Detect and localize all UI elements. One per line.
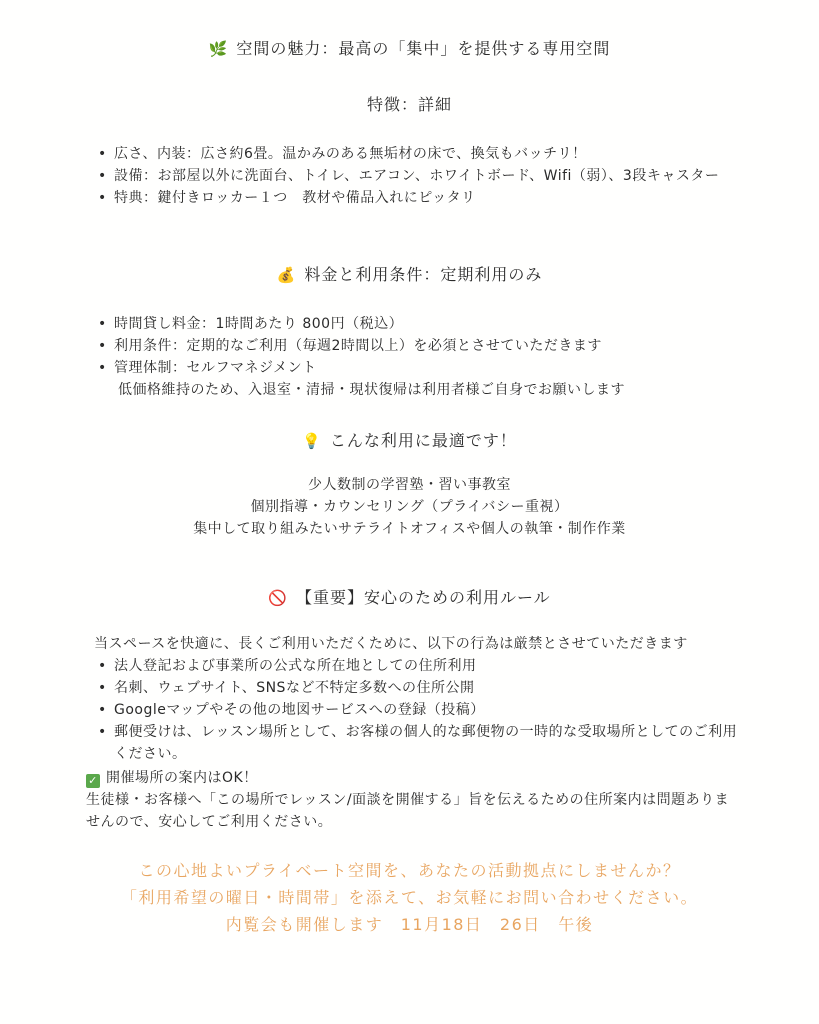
list-item: • Googleマップやその他の地図サービスへの登録（投稿） (92, 699, 742, 721)
list-item: • 郵便受けは、レッスン場所として、お客様の個人的な郵便物の一時的な受取場所としてのご利用ください。 (92, 721, 742, 765)
ok-heading (86, 767, 258, 789)
lightbulb-icon: 💡 (302, 432, 322, 450)
section-usecases-title: こんな利用に最適です！ (329, 431, 517, 450)
usecase-line: 集中して取り組みたいサテライトオフィスや個人の執筆・制作作業 (193, 521, 626, 537)
list-item: • 時間貸し料金：1時間あたり 800円（税込） (92, 313, 742, 335)
section-pricing-title: 料金と利用条件：定期利用のみ (304, 265, 543, 284)
features-list (92, 143, 742, 209)
list-item: • 管理体制：セルフマネジメント (92, 357, 742, 379)
pricing-list (92, 313, 742, 379)
section-pricing-heading (0, 262, 819, 285)
usecase-line: 個別指導・カウンセリング（プライバシー重視） (250, 499, 569, 515)
usecase-line: 少人数制の学習塾・習い事教室 (308, 477, 511, 493)
closing-line-3: 内覧会も開催します 11月18日 26日 午後 (225, 915, 594, 934)
rules-intro: 当スペースを快適に、長くご利用いただくために、以下の行為は厳禁とさせていただきます (94, 636, 688, 652)
closing-line-2: 「利用希望の曜日・時間帯」を添えて、お気軽にお問い合わせください。 (120, 888, 699, 907)
ok-text: 生徒様・お客様へ「この場所でレッスン/面談を開催する」旨を伝えるための住所案内は問題ありませんので、安心してご利用ください。 (86, 792, 730, 830)
money-bag-icon: 💰 (276, 266, 297, 284)
list-item: • 広さ、内装：広さ約6畳。温かみのある無垢材の床で、換気もバッチリ！ (92, 143, 742, 165)
list-item: • 利用条件：定期的なご利用（毎週2時間以上）を必須とさせていただきます (92, 335, 742, 357)
pricing-note: 低価格維持のため、入退室・清掃・現状復帰は利用者様ご自身でお願いします (118, 382, 625, 398)
leaf-icon: 🌿 (208, 40, 229, 58)
list-item: • 設備：お部屋以外に洗面台、トイレ、エアコン、ホワイトボード、Wifi（弱）、3段キャスター (92, 165, 742, 187)
prohibited-icon: 🚫 (268, 589, 288, 607)
ok-title: 開催場所の案内はOK！ (106, 770, 258, 786)
list-item: • 特典：鍵付きロッカー１つ 教材や備品入れにピッタリ (92, 187, 742, 209)
section-features-title: 空間の魅力：最高の「集中」を提供する専用空間 (236, 39, 611, 58)
section-features-heading (0, 36, 819, 59)
list-item: • 名刺、ウェブサイト、SNSなど不特定多数への住所公開 (92, 677, 742, 699)
features-subtitle: 特徴：詳細 (366, 95, 452, 114)
closing-line-1: この心地よいプライベート空間を、あなたの活動拠点にしませんか？ (138, 861, 681, 880)
rules-list (92, 655, 742, 765)
list-item: • 法人登記および事業所の公式な所在地としての住所利用 (92, 655, 742, 677)
section-rules-title: 【重要】安心のための利用ルール (296, 588, 551, 607)
section-rules-heading (0, 585, 819, 608)
section-usecases-heading (0, 428, 819, 451)
check-mark-icon: ✓ (86, 774, 100, 788)
